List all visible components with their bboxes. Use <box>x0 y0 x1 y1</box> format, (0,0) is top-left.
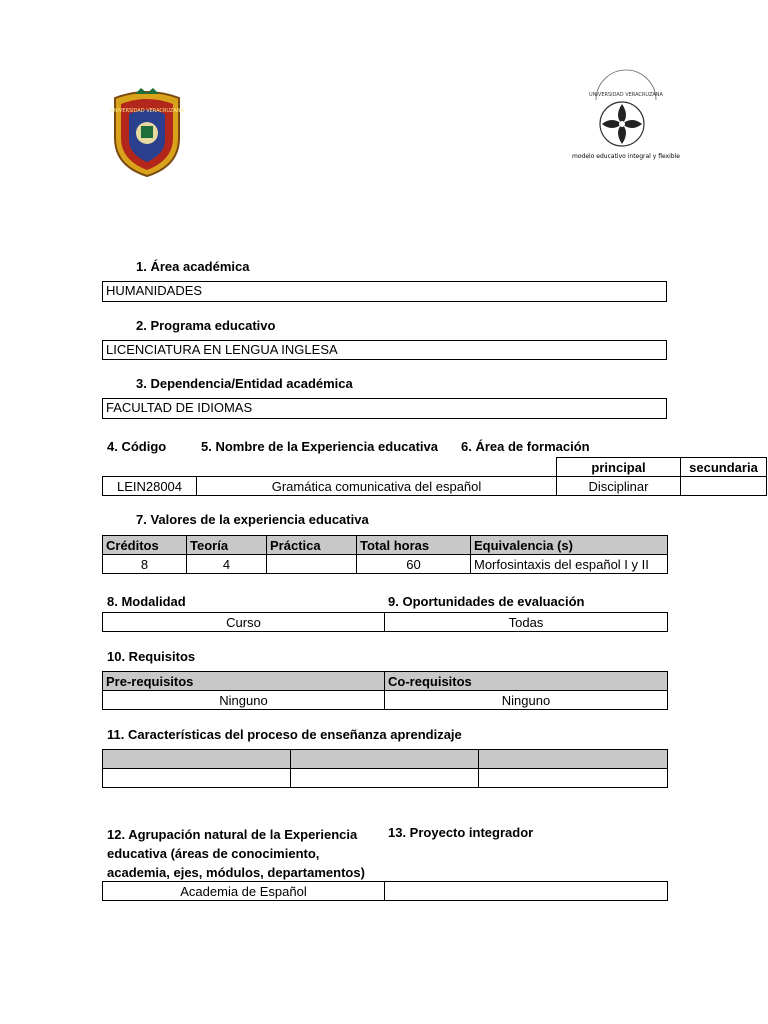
modalidad-value: Curso <box>103 613 385 632</box>
dependencia-title: 3. Dependencia/Entidad académica <box>136 376 353 391</box>
caracteristicas-value-cell <box>479 769 668 788</box>
valores-table <box>102 535 668 574</box>
caracteristicas-header-cell <box>103 750 291 769</box>
co-requisitos-value: Ninguno <box>385 691 668 710</box>
programa-educativo-title: 2. Programa educativo <box>136 318 276 333</box>
creditos-header: Créditos <box>103 536 187 555</box>
agrupacion-table <box>102 881 668 901</box>
requisitos-table <box>102 671 668 710</box>
secundaria-value <box>681 477 767 496</box>
modalidad-title: 8. Modalidad <box>107 594 186 609</box>
codigo-nombre-area-table <box>102 457 767 496</box>
programa-educativo-value: LICENCIATURA EN LENGUA INGLESA <box>106 342 338 357</box>
principal-value: Disciplinar <box>557 477 681 496</box>
modalidad-table <box>102 612 668 632</box>
total-horas-header: Total horas <box>357 536 471 555</box>
practica-header: Práctica <box>267 536 357 555</box>
valores-title: 7. Valores de la experiencia educativa <box>136 512 369 527</box>
nombre-ee-title: 5. Nombre de la Experiencia educativa <box>201 439 438 454</box>
oportunidades-value: Todas <box>385 613 668 632</box>
agrupacion-title <box>107 825 365 882</box>
agrupacion-value: Academia de Español <box>103 882 385 901</box>
co-requisitos-header: Co-requisitos <box>385 672 668 691</box>
area-academica-title: 1. Área académica <box>136 259 250 274</box>
equivalencia-value: Morfosintaxis del español I y II <box>471 555 668 574</box>
area-academica-field <box>102 281 667 302</box>
teoria-value: 4 <box>187 555 267 574</box>
agrupacion-title-line: educativa (áreas de conocimiento, <box>107 846 320 861</box>
modelo-educativo-logo <box>572 86 680 164</box>
pre-requisitos-header: Pre-requisitos <box>103 672 385 691</box>
creditos-value: 8 <box>103 555 187 574</box>
total-horas-value: 60 <box>357 555 471 574</box>
caracteristicas-value-cell <box>103 769 291 788</box>
caracteristicas-header-cell <box>291 750 479 769</box>
right-logo-ring-text: UNIVERSIDAD VERACRUZANA <box>589 92 663 98</box>
codigo-title: 4. Código <box>107 439 167 454</box>
caracteristicas-header-cell <box>479 750 668 769</box>
programa-educativo-field <box>102 340 667 360</box>
caracteristicas-value-cell <box>291 769 479 788</box>
area-academica-value: HUMANIDADES <box>106 283 203 298</box>
practica-value <box>267 555 357 574</box>
codigo-value: LEIN28004 <box>103 477 197 496</box>
requisitos-title: 10. Requisitos <box>107 649 196 664</box>
left-logo-ring-text: UNIVERSIDAD VERACRUZANA <box>110 108 184 114</box>
dependencia-field <box>102 398 667 419</box>
caracteristicas-title: 11. Características del proceso de enseñanza aprendizaje <box>107 727 462 742</box>
equivalencia-header: Equivalencia (s) <box>471 536 668 555</box>
proyecto-integrador-title: 13. Proyecto integrador <box>388 825 534 840</box>
agrupacion-title-line: 12. Agrupación natural de la Experiencia <box>107 827 358 842</box>
teoria-header: Teoría <box>187 536 267 555</box>
pre-requisitos-value: Ninguno <box>103 691 385 710</box>
agrupacion-title-line: academia, ejes, módulos, departamentos) <box>107 865 365 880</box>
university-shield-logo <box>107 88 187 178</box>
area-formacion-title: 6. Área de formación <box>461 439 590 454</box>
dependencia-value: FACULTAD DE IDIOMAS <box>106 400 253 415</box>
secundaria-header: secundaria <box>681 458 767 477</box>
principal-header: principal <box>557 458 681 477</box>
proyecto-integrador-value <box>385 882 668 901</box>
caracteristicas-table <box>102 749 668 788</box>
nombre-ee-value: Gramática comunicativa del español <box>197 477 557 496</box>
oportunidades-title: 9. Oportunidades de evaluación <box>388 594 585 609</box>
right-logo-caption: modelo educativo integral y flexible <box>572 153 680 160</box>
